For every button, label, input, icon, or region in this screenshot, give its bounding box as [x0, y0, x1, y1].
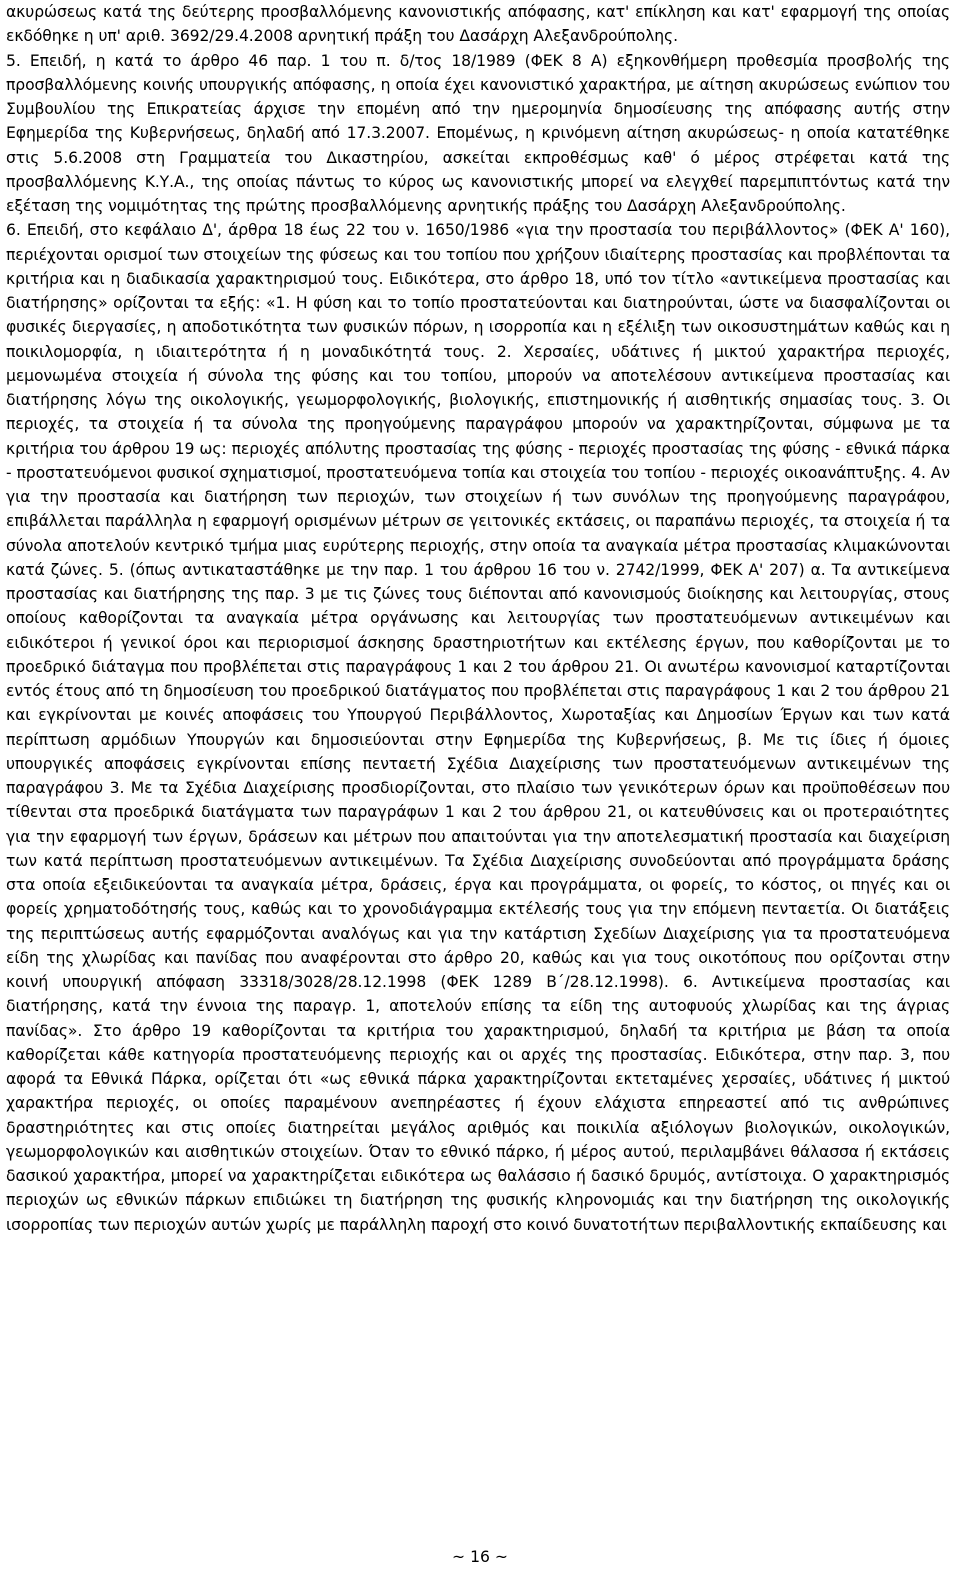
paragraph-5: 5. Επειδή, η κατά το άρθρο 46 παρ. 1 του π. δ/τος 18/1989 (ΦΕΚ 8 Α) εξηκονθήμερη προθεσμία προσβολής της προσβαλλόμενης κοινής υπουργικής απόφασης, η οποία έχει κανονιστικό χαρακτήρα, με αίτηση ακυρώσεως ενώπιον του Συμβουλίου της Επικρατείας άρχισε την επομένη από την ημερομηνία δημοσίευσης της απόφασης αυτής στην Εφημερίδα της Κυβερνήσεως, δηλαδή από 17.3.2007. Επομένως, η κρινόμενη αίτηση ακυρώσεως- η οποία κατατέθηκε στις 5.6.2008 στη Γραμματεία του Δικαστηρίου, ασκείται εκπροθέσμως καθ' ό μέρος στρέφεται κατά της προσβαλλόμενης Κ.Υ.Α., της οποίας πάντως το κύρος ως κανονιστικής μπορεί να ελεγχθεί παρεμπιπτόντως κατά την εξέταση της νομιμότητας της πρώτης προσβαλλόμενης αρνητικής πράξης του Δασάρχη Αλεξανδρούπολης. [6, 51, 950, 215]
paragraph-6: 6. Επειδή, στο κεφάλαιο Δ', άρθρα 18 έως 22 του ν. 1650/1986 «για την προστασία του περιβάλλοντος» (ΦΕΚ Α' 160), περιέχονται ορισμοί των στοιχείων της φύσεως και του τοπίου που χρήζουν ιδιαίτερης προστασίας και προβλέπονται τα κριτήρια και η διαδικασία χαρακτηρισμού τους. Ειδικότερα, στο άρθρο 18, υπό τον τίτλο «αντικείμενα προστασίας και διατήρησης» ορίζονται τα εξής: «1. Η φύση και το τοπίο προστατεύονται και διατηρούνται, ώστε να διασφαλίζονται οι φυσικές διεργασίες, η αποδοτικότητα των φυσικών πόρων, η ισορροπία και η εξέλιξη των οικοσυστημάτων καθώς και η ποικιλομορφία, η ιδιαιτερότητα ή η μοναδικότητά τους. 2. Χερσαίες, υδάτινες ή μικτού χαρακτήρα περιοχές, μεμονωμένα στοιχεία ή σύνολα της φύσης και του τοπίου, μπορούν να αποτελέσουν αντικείμενα προστασίας και διατήρησης λόγω της οικολογικής, γεωμορφολογικής, βιολογικής, επιστημονικής ή αισθητικής σημασίας τους. 3. Οι περιοχές, τα στοιχεία ή τα σύνολα της προηγούμενης παραγράφου μπορούν να χαρακτηρίζονται, σύμφωνα με τα κριτήρια του άρθρου 19 ως: περιοχές απόλυτης προστασίας της φύσης - περιοχές προστασίας της φύσης - εθνικά πάρκα - προστατευόμενοι φυσικοί σχηματισμοί, προστατευόμενα τοπία και στοιχεία του τοπίου - περιοχές οικοανάπτυξης. 4. Αν για την προστασία και διατήρηση των περιοχών, των στοιχείων ή των συνόλων της προηγούμενης παραγράφου, επιβάλλεται παράλληλα η εφαρμογή ορισμένων μέτρων σε γειτονικές εκτάσεις, οι παραπάνω περιοχές, τα στοιχεία ή τα σύνολα αποτελούν κεντρικό τμήμα μιας ευρύτερης περιοχής, στην οποία τα αναγκαία μέτρα προστασίας κλιμακώνονται κατά ζώνες. 5. (όπως αντικαταστάθηκε με την παρ. 1 του άρθρου 16 του ν. 2742/1999, ΦΕΚ Α' 207) α. Τα αντικείμενα προστασίας και διατήρησης της παρ. 3 με τις ζώνες τους διέπονται από κανονισμούς διοίκησης και λειτουργίας, στους οποίους καθορίζονται τα αναγκαία μέτρα οργάνωσης και λειτουργίας των προστατευόμενων αντικειμένων και ειδικότεροι ή γενικοί όροι και περιορισμοί άσκησης δραστηριοτήτων και εκτέλεσης έργων, που καθορίζονται με το προεδρικό διάταγμα που προβλέπεται στις παραγράφους 1 και 2 του άρθρου 21. Οι ανωτέρω κανονισμοί καταρτίζονται εντός έτους από τη δημοσίευση του προεδρικού διατάγματος που προβλέπεται στις παραγράφους 1 και 2 του άρθρου 21 και εγκρίνονται με κοινές αποφάσεις του Υπουργού Περιβάλλοντος, Χωροταξίας και Δημοσίων Έργων και των κατά περίπτωση αρμόδιων Υπουργών και δημοσιεύονται στην Εφημερίδα της Κυβερνήσεως, β. Με τις ίδιες ή όμοιες υπουργικές αποφάσεις εγκρίνονται επίσης πενταετή Σχέδια Διαχείρισης των προστατευόμενων αντικειμένων της παραγράφου 3. Με τα Σχέδια Διαχείρισης προσδιορίζονται, στο πλαίσιο των γενικότερων όρων και προϋποθέσεων που τίθενται στα προεδρικά διατάγματα των παραγράφων 1 και 2 του άρθρου 21, οι κατευθύνσεις και οι προτεραιότητες για την εφαρμογή των έργων, δράσεων και μέτρων που απαιτούνται για την αποτελεσματική προστασία και διαχείριση των κατά περίπτωση προστατευόμενων αντικειμένων. Τα Σχέδια Διαχείρισης συνοδεύονται από προγράμματα δράσης στα οποία εξειδικεύονται τα αναγκαία μέτρα, δράσεις, έργα και προγράμματα, οι φορείς, το κόστος, οι πηγές και οι φορείς χρηματοδότησής τους, καθώς και το χρονοδιάγραμμα εκτέλεσής τους για την επόμενη πενταετία. Οι διατάξεις της περιπτώσεως αυτής εφαρμόζονται αναλόγως και για την κατάρτιση Σχεδίων Διαχείρισης για τα προστατευόμενα είδη της χλωρίδας και πανίδας που αναφέρονται στο άρθρο 20, καθώς και για τους οικοτόπους που ορίζονται στην κοινή υπουργική απόφαση 33318/3028/28.12.1998 (ΦΕΚ 1289 Β΄/28.12.1998). 6. Αντικείμενα προστασίας και διατήρησης, κατά την έννοια της παραγρ. 1, αποτελούν επίσης τα είδη της αυτοφυούς χλωρίδας και της άγριας πανίδας». Στο άρθρο 19 καθορίζονται τα κριτήρια του χαρακτηρισμού, δηλαδή τα κριτήρια με βάση τα οποία καθορίζεται κάθε κατηγορία προστατευόμενης περιοχής και οι αρχές της προστασίας. Ειδικότερα, στην παρ. 3, που αφορά τα Εθνικά Πάρκα, ορίζεται ότι «ως εθνικά πάρκα χαρακτηρίζονται εκτεταμένες χερσαίες, υδάτινες ή μικτού χαρακτήρα περιοχές, οι οποίες παραμένουν ανεπηρέαστες ή έχουν ελάχιστα επηρεαστεί από τις ανθρώπινες δραστηριότητες και στις οποίες διατηρείται μεγάλος αριθμός και ποικιλία αξιόλογων βιολογικών, οικολογικών, γεωμορφολογικών και αισθητικών στοιχείων. Όταν το εθνικό πάρκο, ή μέρος αυτού, περιλαμβάνει θάλασσα ή εκτάσεις δασικού χαρακτήρα, μπορεί να χαρακτηρίζεται ειδικότερα ως θαλάσσιο ή δασικό δρυμός, αντίστοιχα. Ο χαρακτηρισμός περιοχών ως εθνικών πάρκων επιδιώκει τη διατήρηση της φυσικής κληρονομιάς και την διατήρηση της οικολογικής ισορροπίας των περιοχών αυτών χωρίς με παράλληλη παροχή στο κοινό δυνατοτήτων περιβαλλοντικής εκπαίδευσης και [6, 221, 950, 1234]
page-number: ~ 16 ~ [452, 1548, 508, 1566]
document-body [6, 0, 950, 1237]
paragraph-continuation: ακυρώσεως κατά της δεύτερης προσβαλλόμενης κανονιστικής απόφασης, κατ' επίκληση και κατ' εφαρμογή της οποίας εκδόθηκε η υπ' αριθ. 3692/29.4.2008 αρνητική πράξη του Δασάρχη Αλεξανδρούπολης. [6, 3, 950, 46]
